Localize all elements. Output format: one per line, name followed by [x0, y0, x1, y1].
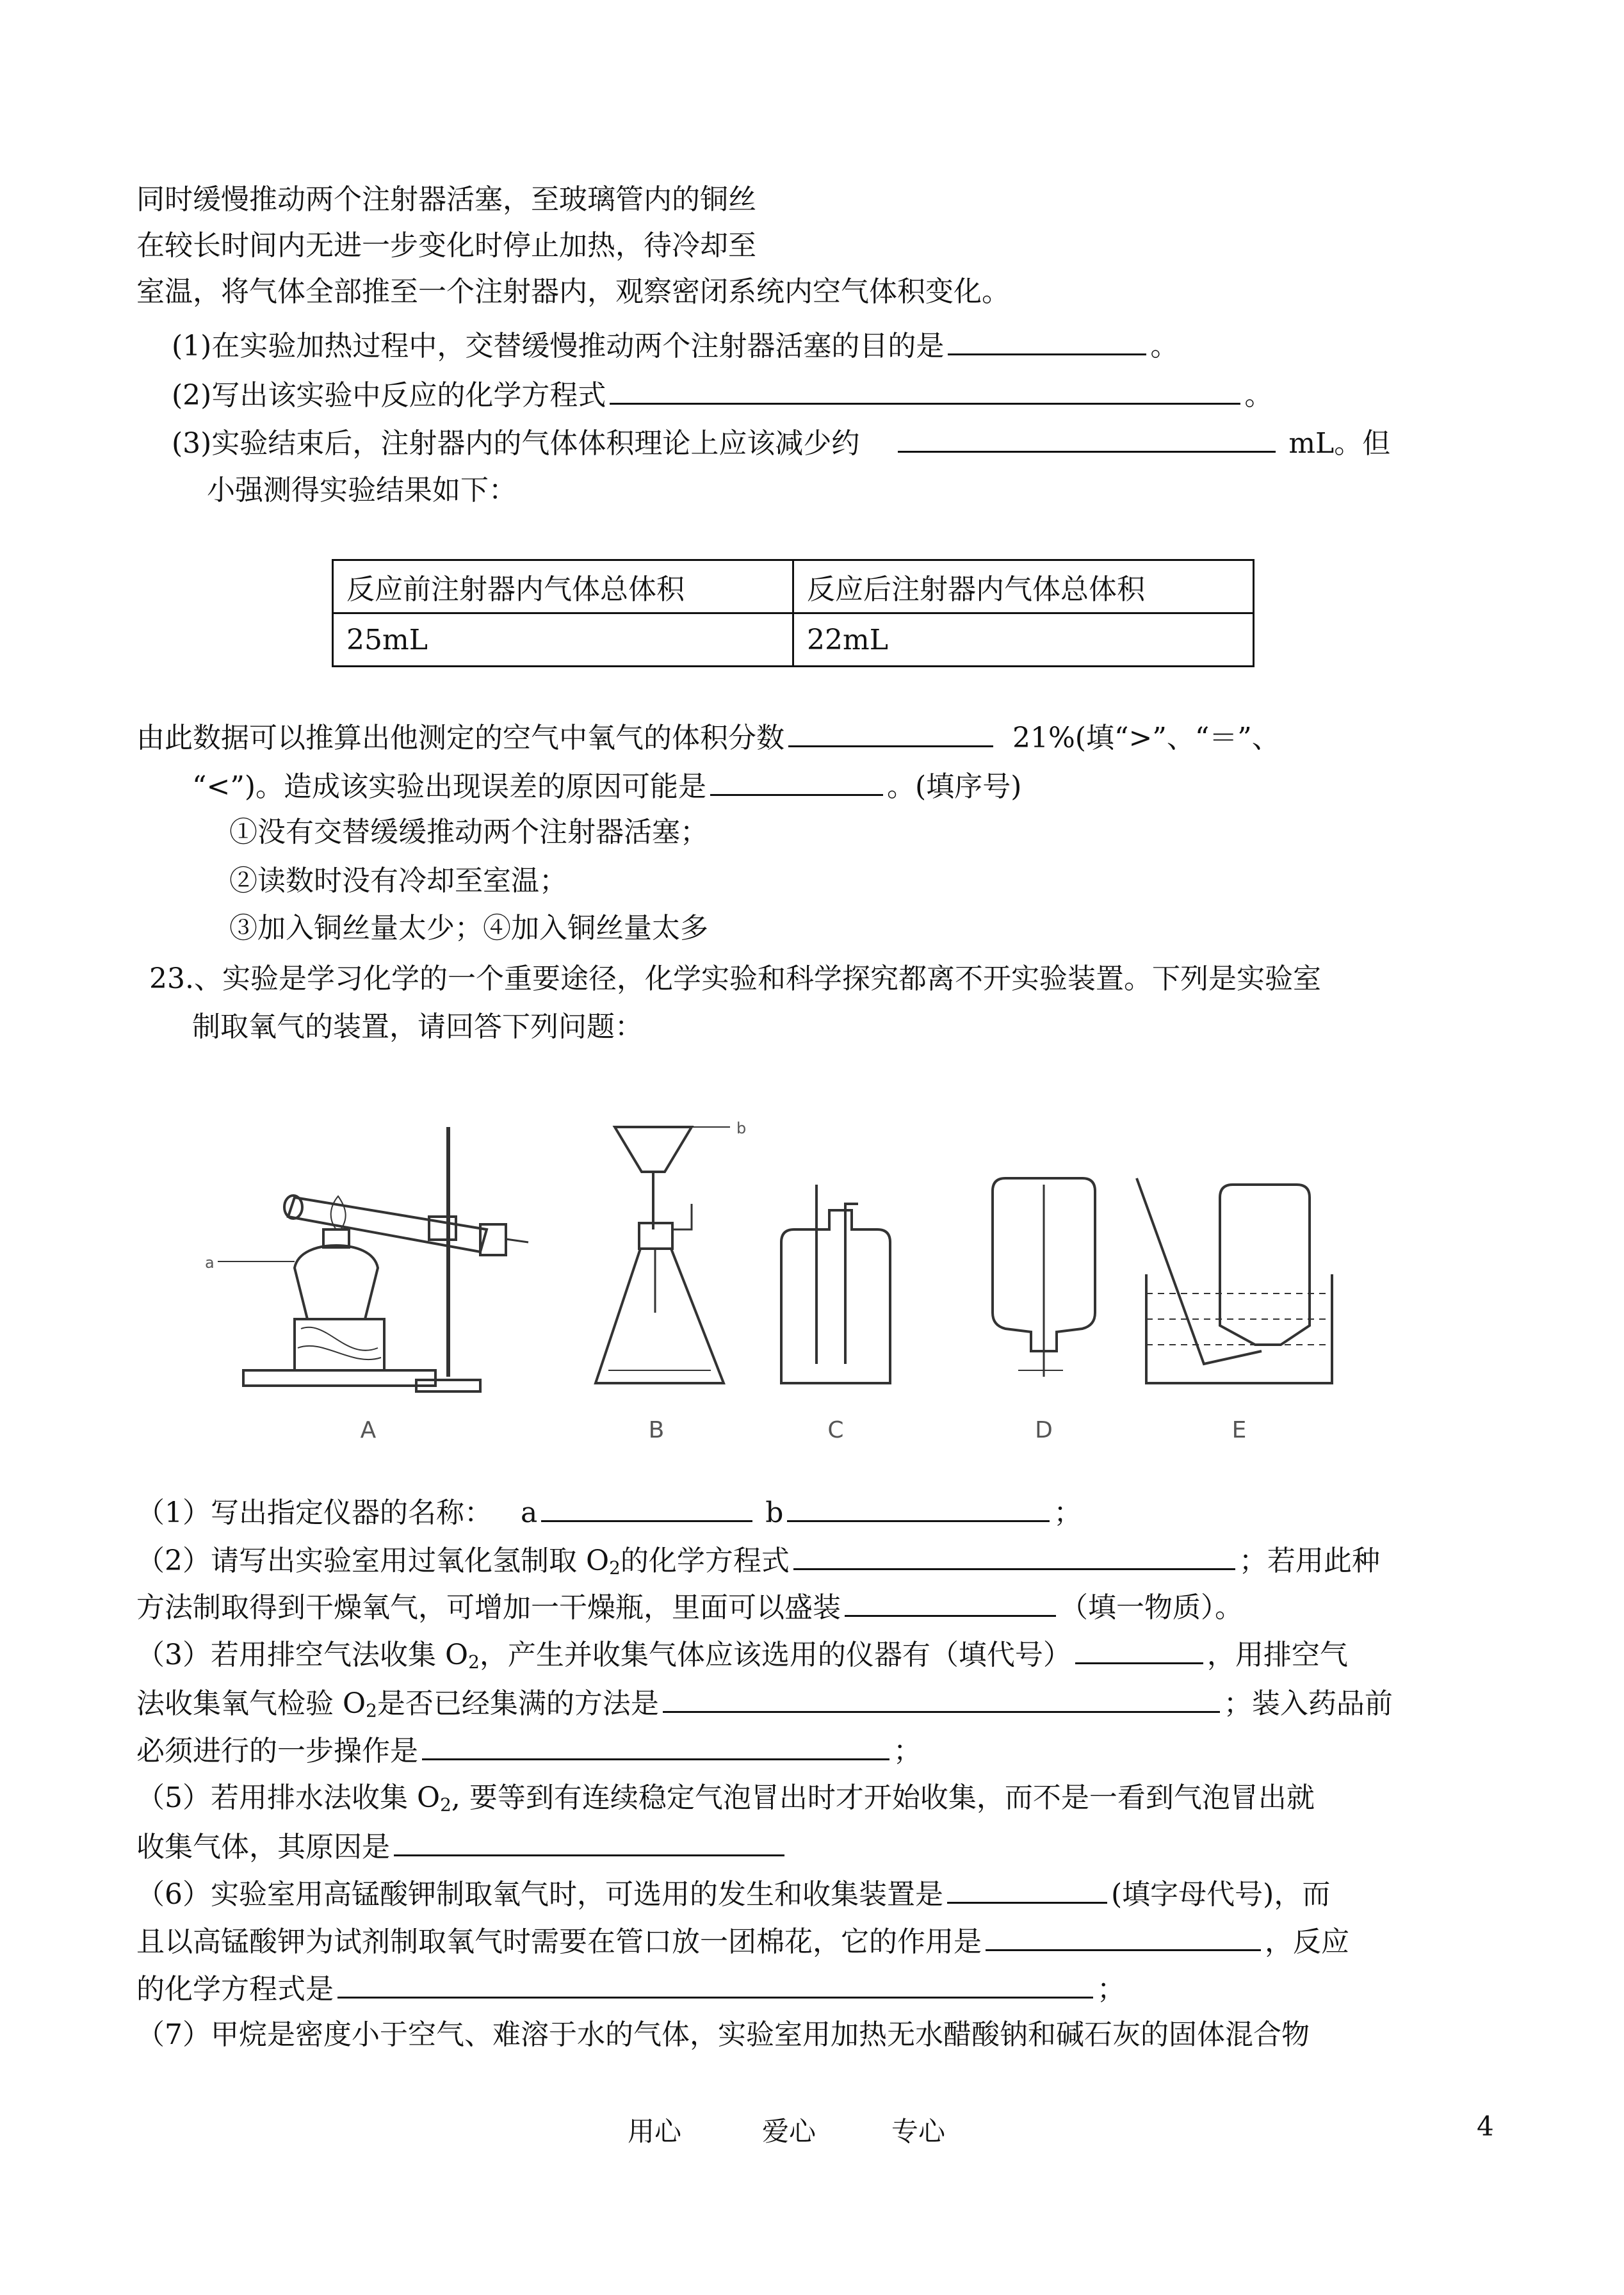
answer-blank-desiccant[interactable] [845, 1587, 1056, 1617]
table-header: 反应前注射器内气体总体积 [333, 560, 793, 613]
answer-2-cont [136, 1587, 1243, 1627]
text-line-1: 同时缓慢推动两个注射器活塞，至玻璃管内的铜丝 [136, 183, 756, 216]
result-hint: 。(填序号) [887, 770, 1022, 803]
answer-6-text-c: 且以高锰酸钾为试剂制取氧气时需要在管口放一团棉花，它的作用是 [136, 1926, 982, 1958]
table-header: 反应后注射器内气体总体积 [793, 560, 1254, 613]
answer-2-text-d: 方法制取得到干燥氧气，可增加一干燥瓶，里面可以盛装 [136, 1591, 841, 1624]
answer-blank-apparatus-choice[interactable] [947, 1874, 1107, 1904]
answer-blank-reason[interactable] [710, 766, 883, 796]
result-text: 由此数据可以推算出他测定的空气中氧气的体积分数 [136, 722, 784, 754]
period: 。 [1150, 330, 1179, 362]
answer-blank-equation[interactable] [610, 375, 1240, 405]
answer-1-a-label: a [521, 1496, 538, 1529]
semicolon: ； [1053, 1496, 1082, 1529]
answer-blank-bubble-reason[interactable] [394, 1826, 784, 1856]
question-3-cont: 小强测得实验结果如下： [207, 474, 517, 507]
text-line-2: 在较长时间内无进一步变化时停止加热，待冷却至 [136, 229, 756, 262]
answer-2-text-b: 的化学方程式 [620, 1545, 790, 1577]
semicolon: ； [1097, 1973, 1125, 2006]
answer-3-text: （3）若用排空气法收集 O [136, 1639, 469, 1671]
answer-6 [136, 1874, 1330, 1914]
apparatus-b [596, 1127, 730, 1383]
answer-6-text-d: ，反应 [1265, 1926, 1349, 1958]
answer-5 [136, 1779, 1315, 1824]
question-3-text: (3)实验结束后，注射器内的气体体积理论上应该减少约 [172, 427, 860, 460]
figure-label-e: E [1231, 1417, 1247, 1443]
apparatus-c [781, 1185, 890, 1383]
footer-motto-2: 爱心 [762, 2116, 816, 2147]
page-number: 4 [1477, 2111, 1494, 2142]
answer-blank-b[interactable] [787, 1492, 1050, 1522]
apparatus-d [993, 1178, 1095, 1377]
answer-3-text-c: ，用排空气 [1206, 1639, 1348, 1671]
answer-3-cont-2 [136, 1730, 922, 1771]
question-23-cont: 制取氧气的装置，请回答下列问题： [192, 1010, 643, 1043]
pointer-label-b: b [736, 1119, 747, 1137]
subscript: 2 [440, 1794, 451, 1815]
subscript: 2 [366, 1700, 377, 1721]
table-row [333, 560, 1254, 613]
answer-2 [136, 1540, 1380, 1587]
subscript: 2 [609, 1557, 621, 1578]
answer-3-cont [136, 1683, 1393, 1730]
answer-6-text-b: (填字母代号)，而 [1111, 1878, 1331, 1911]
answer-1-text: （1）写出指定仪器的名称： [136, 1496, 492, 1529]
answer-5-text-c: 收集气体，其原因是 [136, 1831, 390, 1863]
answer-3-text-e: 是否已经集满的方法是 [377, 1687, 659, 1720]
table-row [333, 613, 1254, 667]
answer-5-text-b: , 要等到有连续稳定气泡冒出时才开始收集，而不是一看到气泡冒出就 [451, 1781, 1315, 1814]
question-2 [172, 375, 1272, 415]
answer-blank-check-method[interactable] [663, 1683, 1220, 1713]
answer-blank-preparation-step[interactable] [422, 1730, 889, 1760]
answer-2-text-c: ；若用此种 [1238, 1545, 1380, 1577]
answer-blank-fraction[interactable] [788, 717, 993, 747]
answer-blank-instruments[interactable] [1075, 1634, 1203, 1664]
answer-3-text-d: 法收集氧气检验 O [136, 1687, 366, 1720]
figure-label-c: C [827, 1417, 844, 1443]
pointer-label-a: a [205, 1254, 215, 1272]
answer-blank-kmno4-equation[interactable] [337, 1968, 1093, 1999]
footer-motto-3: 专心 [891, 2116, 946, 2147]
question-3-unit: mL。但 [1288, 427, 1391, 460]
question-23: 23.、实验是学习化学的一个重要途径，化学实验和科学探究都离不开实验装置。下列是实验室 [149, 962, 1321, 995]
answer-blank-a[interactable] [541, 1492, 752, 1522]
apparatus-a [218, 1127, 528, 1391]
question-3 [172, 423, 1390, 463]
table-cell: 25mL [333, 613, 793, 667]
period: 。 [1244, 379, 1273, 412]
answer-6-text-e: 的化学方程式是 [136, 1973, 334, 2006]
text-line-3: 室温，将气体全部推至一个注射器内，观察密闭系统内空气体积变化。 [136, 275, 1010, 308]
option-3: ③加入铜丝量太少；④加入铜丝量太多 [229, 912, 708, 945]
question-1-text: (1)在实验加热过程中，交替缓慢推动两个注射器活塞的目的是 [172, 330, 945, 362]
answer-6-cont-2 [136, 1968, 1125, 2009]
answer-1 [136, 1492, 1082, 1532]
footer-motto-1: 用心 [628, 2116, 682, 2147]
answer-1-b-label: b [765, 1496, 784, 1529]
answer-3-text-b: ，产生并收集气体应该选用的仪器有（填代号） [479, 1639, 1071, 1671]
semicolon: ； [893, 1735, 922, 1767]
answer-2-text: （2）请写出实验室用过氧化氢制取 O [136, 1545, 610, 1577]
answer-blank-h2o2-equation[interactable] [793, 1540, 1235, 1570]
apparatus-e [1137, 1178, 1332, 1383]
answer-6-cont [136, 1921, 1349, 1961]
apparatus-figure [205, 1108, 1422, 1454]
answer-3-text-g: 必须进行的一步操作是 [136, 1735, 418, 1767]
question-2-text: (2)写出该实验中反应的化学方程式 [172, 379, 606, 412]
answer-blank-cotton-purpose[interactable] [986, 1921, 1261, 1951]
option-2: ②读数时没有冷却至室温； [229, 864, 567, 897]
answer-3 [136, 1634, 1348, 1682]
result-line-1 [136, 717, 1280, 758]
figure-label-a: A [360, 1417, 377, 1443]
option-1: ①没有交替缓缓推动两个注射器活塞； [229, 816, 708, 848]
answer-7: （7）甲烷是密度小于空气、难溶于水的气体，实验室用加热无水醋酸钠和碱石灰的固体混合物 [136, 2018, 1310, 2051]
answer-blank-purpose[interactable] [948, 325, 1146, 355]
figure-label-b: B [648, 1417, 665, 1443]
result-line-2 [192, 766, 1021, 806]
answer-6-text: （6）实验室用高锰酸钾制取氧气时，可选用的发生和收集装置是 [136, 1878, 943, 1911]
result-text-2: “<”)。造成该实验出现误差的原因可能是 [192, 770, 707, 803]
answer-blank-volume[interactable] [898, 423, 1276, 453]
answer-5-cont [136, 1826, 788, 1867]
subscript: 2 [468, 1651, 480, 1673]
answer-5-text: （5）若用排水法收集 O [136, 1781, 441, 1814]
table-cell: 22mL [793, 613, 1254, 667]
answer-3-text-f: ；装入药品前 [1223, 1687, 1393, 1720]
question-1 [172, 325, 1178, 366]
result-compare: 21%(填“>”、“＝”、 [1012, 722, 1280, 754]
results-table [332, 559, 1255, 667]
answer-2-text-e: （填一物质）。 [1060, 1591, 1243, 1624]
figure-label-d: D [1035, 1417, 1053, 1443]
